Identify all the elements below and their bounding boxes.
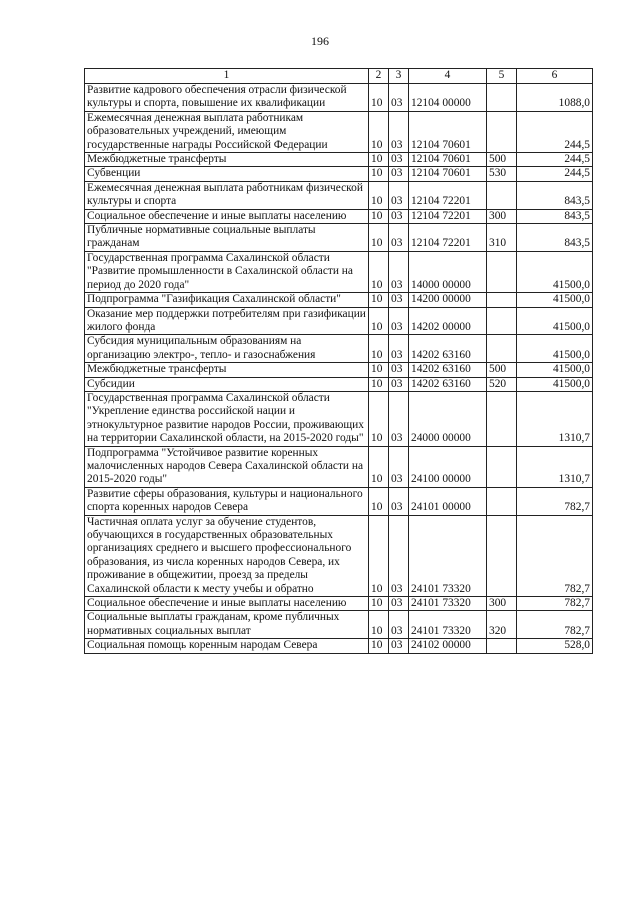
- row-name-cell: Социальное обеспечение и иные выплаты населению: [85, 597, 369, 611]
- amount-cell: 41500,0: [517, 293, 593, 307]
- table-row: [85, 377, 593, 391]
- target-article-cell: 12104 72201: [409, 181, 487, 209]
- expense-type-cell: [487, 111, 517, 152]
- target-article-cell: 24101 73320: [409, 515, 487, 596]
- table-row: [85, 181, 593, 209]
- table-row: [85, 639, 593, 653]
- section-code-cell: 10: [369, 84, 389, 112]
- table-row: [85, 391, 593, 446]
- amount-cell: 41500,0: [517, 335, 593, 363]
- subsection-code-cell: 03: [389, 307, 409, 335]
- target-article-cell: 14202 00000: [409, 307, 487, 335]
- row-name-cell: Субвенции: [85, 167, 369, 181]
- subsection-code-cell: 03: [389, 639, 409, 653]
- expense-type-cell: [487, 84, 517, 112]
- subsection-code-cell: 03: [389, 597, 409, 611]
- expense-type-cell: [487, 446, 517, 487]
- column-header: 1: [85, 69, 369, 84]
- table-row: [85, 293, 593, 307]
- section-code-cell: 10: [369, 167, 389, 181]
- section-code-cell: 10: [369, 153, 389, 167]
- subsection-code-cell: 03: [389, 181, 409, 209]
- target-article-cell: 14202 63160: [409, 363, 487, 377]
- table-row: [85, 167, 593, 181]
- amount-cell: 41500,0: [517, 251, 593, 292]
- table-row: [85, 515, 593, 596]
- table-body: [85, 84, 593, 654]
- amount-cell: 782,7: [517, 515, 593, 596]
- amount-cell: 244,5: [517, 153, 593, 167]
- subsection-code-cell: 03: [389, 153, 409, 167]
- page-number: 196: [311, 34, 329, 48]
- table-row: [85, 597, 593, 611]
- row-name-cell: Частичная оплата услуг за обучение студентов, обучающихся в государственных образовательных организациях среднего и высшего профессионального образования, из числа коренных народов Севера, их проживание в общежитии, проезд за пределы Сахалинской области к месту учебы и обратно: [85, 515, 369, 596]
- section-code-cell: 10: [369, 251, 389, 292]
- table-row: [85, 446, 593, 487]
- amount-cell: 41500,0: [517, 377, 593, 391]
- subsection-code-cell: 03: [389, 111, 409, 152]
- target-article-cell: 24101 73320: [409, 597, 487, 611]
- section-code-cell: 10: [369, 487, 389, 515]
- target-article-cell: 24101 73320: [409, 611, 487, 639]
- section-code-cell: 10: [369, 363, 389, 377]
- target-article-cell: 24102 00000: [409, 639, 487, 653]
- section-code-cell: 10: [369, 307, 389, 335]
- expense-type-cell: 500: [487, 363, 517, 377]
- table-row: [85, 84, 593, 112]
- row-name-cell: Ежемесячная денежная выплата работникам образовательных учреждений, имеющим государственные награды Российской Федерации: [85, 111, 369, 152]
- expense-type-cell: 310: [487, 224, 517, 252]
- subsection-code-cell: 03: [389, 84, 409, 112]
- row-name-cell: Ежемесячная денежная выплата работникам физической культуры и спорта: [85, 181, 369, 209]
- target-article-cell: 24101 00000: [409, 487, 487, 515]
- amount-cell: 843,5: [517, 181, 593, 209]
- section-code-cell: 10: [369, 639, 389, 653]
- target-article-cell: 12104 72201: [409, 224, 487, 252]
- expense-type-cell: [487, 487, 517, 515]
- subsection-code-cell: 03: [389, 611, 409, 639]
- amount-cell: 41500,0: [517, 307, 593, 335]
- table-header-row: [85, 69, 593, 84]
- subsection-code-cell: 03: [389, 391, 409, 446]
- section-code-cell: 10: [369, 224, 389, 252]
- table-row: [85, 363, 593, 377]
- expense-type-cell: [487, 391, 517, 446]
- expense-type-cell: [487, 639, 517, 653]
- expense-type-cell: 500: [487, 153, 517, 167]
- section-code-cell: 10: [369, 597, 389, 611]
- target-article-cell: 14202 63160: [409, 377, 487, 391]
- table-row: [85, 487, 593, 515]
- row-name-cell: Развитие сферы образования, культуры и национального спорта коренных народов Севера: [85, 487, 369, 515]
- row-name-cell: Развитие кадрового обеспечения отрасли физической культуры и спорта, повышение их квалификации: [85, 84, 369, 112]
- subsection-code-cell: 03: [389, 224, 409, 252]
- table-row: [85, 611, 593, 639]
- target-article-cell: 12104 70601: [409, 111, 487, 152]
- subsection-code-cell: 03: [389, 167, 409, 181]
- amount-cell: 843,5: [517, 209, 593, 223]
- expense-type-cell: [487, 335, 517, 363]
- amount-cell: 782,7: [517, 487, 593, 515]
- expense-type-cell: 300: [487, 597, 517, 611]
- amount-cell: 1088,0: [517, 84, 593, 112]
- section-code-cell: 10: [369, 293, 389, 307]
- column-header: 2: [369, 69, 389, 84]
- expense-type-cell: [487, 293, 517, 307]
- amount-cell: 41500,0: [517, 363, 593, 377]
- table-row: [85, 251, 593, 292]
- target-article-cell: 12104 72201: [409, 209, 487, 223]
- row-name-cell: Государственная программа Сахалинской области "Развитие промышленности в Сахалинской области на период до 2020 года": [85, 251, 369, 292]
- target-article-cell: 12104 70601: [409, 167, 487, 181]
- expense-type-cell: 300: [487, 209, 517, 223]
- section-code-cell: 10: [369, 377, 389, 391]
- section-code-cell: 10: [369, 446, 389, 487]
- row-name-cell: Межбюджетные трансферты: [85, 153, 369, 167]
- row-name-cell: Субсидии: [85, 377, 369, 391]
- target-article-cell: 12104 70601: [409, 153, 487, 167]
- amount-cell: 1310,7: [517, 391, 593, 446]
- target-article-cell: 24000 00000: [409, 391, 487, 446]
- subsection-code-cell: 03: [389, 293, 409, 307]
- table-row: [85, 209, 593, 223]
- amount-cell: 782,7: [517, 611, 593, 639]
- subsection-code-cell: 03: [389, 209, 409, 223]
- target-article-cell: 14202 63160: [409, 335, 487, 363]
- row-name-cell: Подпрограмма "Устойчивое развитие коренных малочисленных народов Севера Сахалинской области на 2015-2020 годы": [85, 446, 369, 487]
- target-article-cell: 14200 00000: [409, 293, 487, 307]
- subsection-code-cell: 03: [389, 377, 409, 391]
- section-code-cell: 10: [369, 611, 389, 639]
- table-row: [85, 111, 593, 152]
- subsection-code-cell: 03: [389, 363, 409, 377]
- expense-type-cell: 320: [487, 611, 517, 639]
- budget-table: [84, 68, 593, 654]
- target-article-cell: 12104 00000: [409, 84, 487, 112]
- expense-type-cell: [487, 515, 517, 596]
- amount-cell: 782,7: [517, 597, 593, 611]
- subsection-code-cell: 03: [389, 487, 409, 515]
- row-name-cell: Публичные нормативные социальные выплаты гражданам: [85, 224, 369, 252]
- row-name-cell: Социальные выплаты гражданам, кроме публичных нормативных социальных выплат: [85, 611, 369, 639]
- expense-type-cell: [487, 307, 517, 335]
- subsection-code-cell: 03: [389, 515, 409, 596]
- section-code-cell: 10: [369, 111, 389, 152]
- section-code-cell: 10: [369, 515, 389, 596]
- column-header: 5: [487, 69, 517, 84]
- expense-type-cell: [487, 181, 517, 209]
- table-row: [85, 153, 593, 167]
- subsection-code-cell: 03: [389, 251, 409, 292]
- section-code-cell: 10: [369, 181, 389, 209]
- column-header: 6: [517, 69, 593, 84]
- expense-type-cell: [487, 251, 517, 292]
- expense-type-cell: 520: [487, 377, 517, 391]
- expense-type-cell: 530: [487, 167, 517, 181]
- section-code-cell: 10: [369, 209, 389, 223]
- row-name-cell: Субсидия муниципальным образованиям на организацию электро-, тепло- и газоснабжения: [85, 335, 369, 363]
- table-row: [85, 335, 593, 363]
- row-name-cell: Социальное обеспечение и иные выплаты населению: [85, 209, 369, 223]
- column-header: 3: [389, 69, 409, 84]
- row-name-cell: Государственная программа Сахалинской области "Укрепление единства российской нации и этнокультурное развитие народов России, проживающих на территории Сахалинской области, на 2015-2020 годы": [85, 391, 369, 446]
- subsection-code-cell: 03: [389, 446, 409, 487]
- target-article-cell: 24100 00000: [409, 446, 487, 487]
- amount-cell: 1310,7: [517, 446, 593, 487]
- section-code-cell: 10: [369, 391, 389, 446]
- table-row: [85, 224, 593, 252]
- table-row: [85, 307, 593, 335]
- amount-cell: 528,0: [517, 639, 593, 653]
- amount-cell: 244,5: [517, 111, 593, 152]
- amount-cell: 843,5: [517, 224, 593, 252]
- column-header: 4: [409, 69, 487, 84]
- row-name-cell: Оказание мер поддержки потребителям при газификации жилого фонда: [85, 307, 369, 335]
- row-name-cell: Подпрограмма "Газификация Сахалинской области": [85, 293, 369, 307]
- amount-cell: 244,5: [517, 167, 593, 181]
- subsection-code-cell: 03: [389, 335, 409, 363]
- target-article-cell: 14000 00000: [409, 251, 487, 292]
- row-name-cell: Социальная помощь коренным народам Севера: [85, 639, 369, 653]
- row-name-cell: Межбюджетные трансферты: [85, 363, 369, 377]
- section-code-cell: 10: [369, 335, 389, 363]
